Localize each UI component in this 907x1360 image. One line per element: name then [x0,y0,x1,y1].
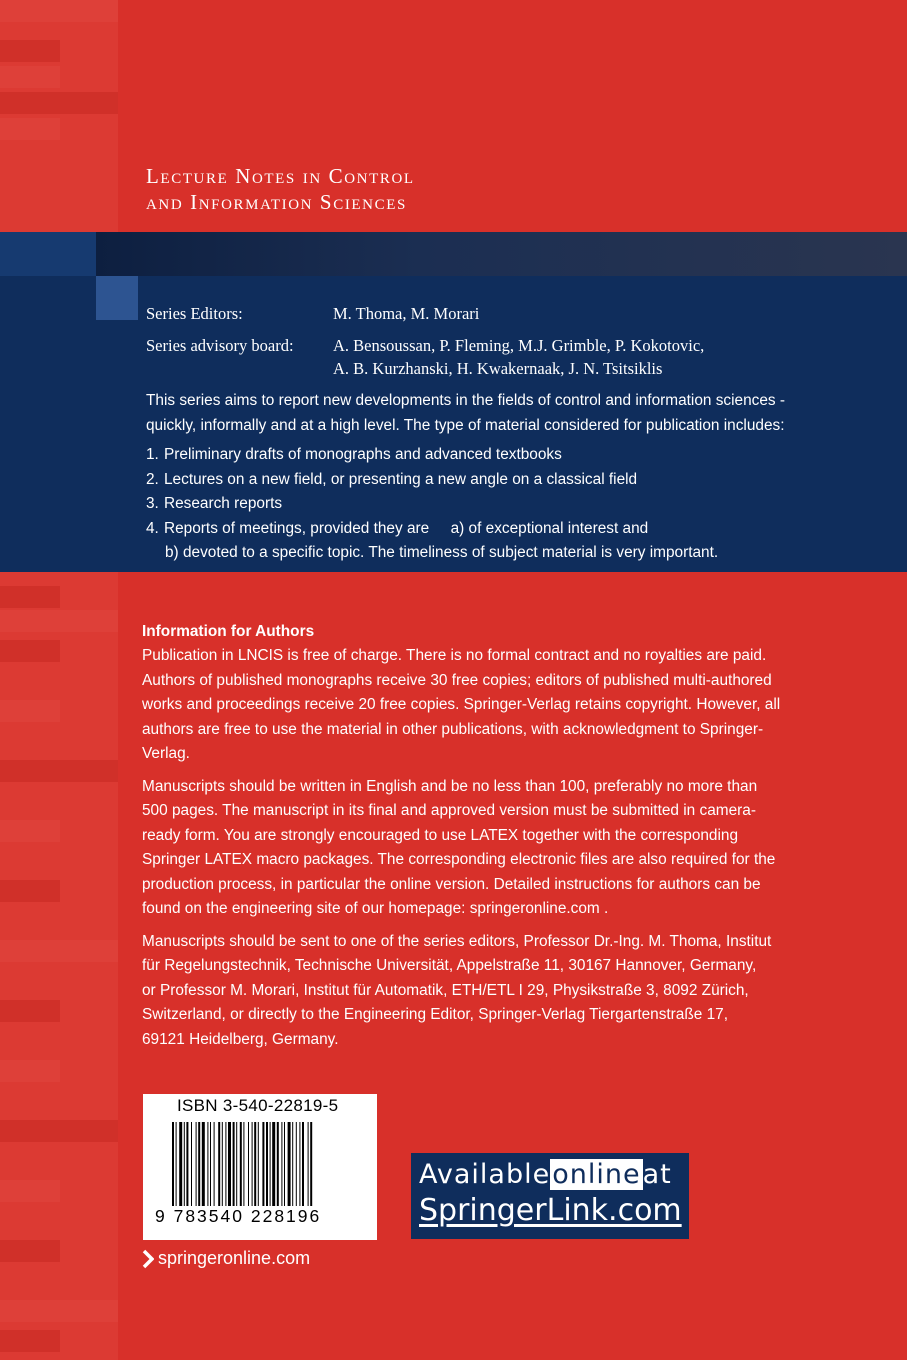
background-stripe [0,1240,60,1262]
website-text: springeronline.com [158,1248,311,1268]
online-highlight: online [552,1159,641,1190]
material-list [146,443,806,541]
background-stripe [0,1060,60,1082]
series-title [146,163,415,215]
board-label: Series advisory board: [146,336,294,355]
info-paragraph-3: Manuscripts should be sent to one of the series editors, Professor Dr.-Ing. M. Thoma, Institut für Regelungstechnik, Technische Universität, Appelstraße 11, 30167 Hannover, Germany, or Professor M. Morari, Institut für Automatik, ETH/ETL I 29, Physikstraße 3, 8092 Zürich, Switzerland, or directly to the Engineering Editor, Springer-Verlag Tiergartenstraße 17, 69121 Heidelberg, Germany. [142,932,772,1048]
board-value-line2: A. B. Kurzhanski, H. Kwakernaak, J. N. Tsitsiklis [333,359,663,378]
background-stripe [0,940,118,962]
board-value-line1: A. Bensoussan, P. Fleming, M.J. Grimble, P. Kokotovic, [333,336,705,355]
pixel-square [96,276,138,320]
background-stripe [0,66,60,88]
isbn-barcode-box [143,1094,377,1240]
background-stripe [0,40,60,62]
barcode-image [172,1122,368,1208]
info-paragraph-1: Publication in LNCIS is free of charge. There is no formal contract and no royalties are paid. Authors of published monographs receive 30 free copies; editors of published multi-authored works and proceedings receive 20 free copies. Springer-Verlag retains copyright. However, all authors are free to use the material in other publications, with acknowledgment to Springer- Verlag. [142,647,781,762]
editors-block [146,302,704,380]
background-stripe [0,118,60,140]
pixel-band [96,232,907,276]
background-stripe [0,1330,60,1352]
website-link[interactable] [142,1248,310,1269]
info-paragraph-2: Manuscripts should be written in English and be no less than 100, preferably no more than 500 pages. The manuscript in its final and approved version must be submitted in camera- ready form. You are strongly encouraged to use LATEX together with the corresponding Springer LATEX macro packages. The corresponding electronic files are also required for the production process, in particular the online version. Detailed instructions for authors can be found on the engineering site of our homepage: springeronline.com . [142,777,776,917]
chevron-right-icon [142,1249,154,1269]
background-stripe [0,0,118,22]
list-item: 4. Reports of meetings, provided they are a) of exceptional interest and [146,519,649,537]
list-item-continuation: b) devoted to a specific topic. The timeliness of subject material is very important. [165,544,719,561]
background-stripe [0,1120,118,1142]
aims-line1: This series aims to report new developments in the fields of control and information sciences - [146,392,786,409]
isbn-label: ISBN 3-540-22819-5 [177,1096,339,1115]
aims-line2: quickly, informally and at a high level. The type of material considered for publication includes: [146,416,785,434]
background-stripe [0,820,60,842]
pixel-block [0,232,96,276]
available-online-line: Availableonlineat [419,1159,672,1190]
background-stripe [0,1300,118,1322]
background-stripe [0,610,118,632]
series-title-line2: and Information Sciences [146,190,407,214]
springerlink-brand: SpringerLink.com [419,1193,682,1228]
info-heading: Information for Authors [142,623,315,640]
series-aims [146,389,806,566]
springerlink-badge[interactable] [411,1153,689,1239]
background-stripe [0,880,60,902]
editors-value: M. Thoma, M. Morari [333,304,480,323]
background-stripe [0,1000,60,1022]
list-item: 3. Research reports [146,495,283,512]
series-title-line1: Lecture Notes in Control [146,164,415,188]
background-stripe [0,92,118,114]
background-stripe [0,640,60,662]
background-stripe [0,586,60,608]
background-stripe [0,700,60,722]
background-stripe [0,760,118,782]
list-item: 2. Lectures on a new field, or presenting a new angle on a classical field [146,470,638,488]
barcode-digits: 9 783540 228196 [155,1206,322,1226]
spine-band [0,0,118,1360]
background-stripe [0,1180,60,1202]
list-item: 1. Preliminary drafts of monographs and advanced textbooks [146,446,562,463]
info-for-authors [142,620,792,1060]
editors-label: Series Editors: [146,304,243,323]
